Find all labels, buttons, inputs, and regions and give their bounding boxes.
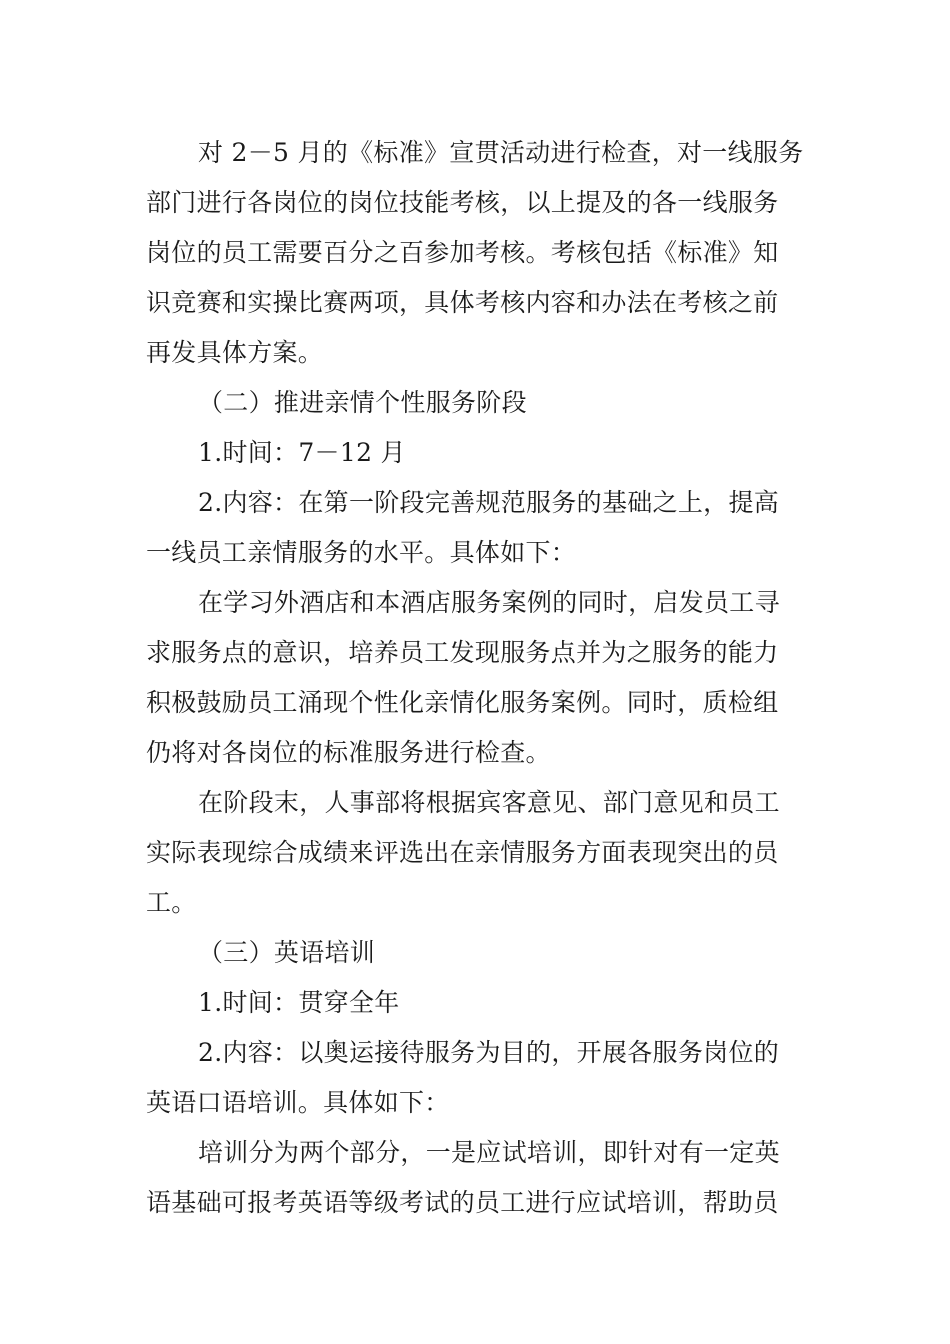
paragraph-training-parts [146, 1128, 806, 1228]
text-line: 英语口语培训。具体如下： [146, 1088, 450, 1117]
heading-text: （二）推进亲情个性服务阶段 [198, 388, 527, 417]
text-line: 岗位的员工需要百分之百参加考核。考核包括《标准》知 [146, 238, 779, 267]
text-line: 再发具体方案。 [146, 338, 324, 367]
section-heading-3 [146, 928, 806, 978]
text-line: 在学习外酒店和本酒店服务案例的同时，启发员工寻 [198, 588, 780, 617]
text-line: 语基础可报考英语等级考试的员工进行应试培训，帮助员 [146, 1188, 779, 1217]
text-line: 一线员工亲情服务的水平。具体如下： [146, 538, 577, 567]
text-line: 在阶段末，人事部将根据宾客意见、部门意见和员工 [198, 788, 780, 817]
text-line: 1.时间：7－12 月 [198, 438, 406, 467]
document-page [146, 128, 806, 1228]
text-line: 部门进行各岗位的岗位技能考核，以上提及的各一线服务 [146, 188, 779, 217]
text-line: 工。 [146, 888, 197, 917]
paragraph-content-3 [146, 1028, 806, 1128]
paragraph-service-cases [146, 578, 806, 778]
section-heading-2 [146, 378, 806, 428]
text-line: 识竞赛和实操比赛两项，具体考核内容和办法在考核之前 [146, 288, 779, 317]
text-line: 求服务点的意识，培养员工发现服务点并为之服务的能力 [146, 638, 779, 667]
paragraph-content-2 [146, 478, 806, 578]
text-line: 2.内容：以奥运接待服务为目的，开展各服务岗位的 [198, 1038, 780, 1067]
text-line: 1.时间：贯穿全年 [198, 988, 400, 1017]
text-line: 仍将对各岗位的标准服务进行检查。 [146, 738, 551, 767]
text-line: 对 2－5 月的《标准》宣贯活动进行检查，对一线服务 [198, 138, 804, 167]
text-line: 实际表现综合成绩来评选出在亲情服务方面表现突出的员 [146, 838, 779, 867]
paragraph-time-2 [146, 428, 806, 478]
paragraph-time-3 [146, 978, 806, 1028]
paragraph-stage-end [146, 778, 806, 928]
text-line: 2.内容：在第一阶段完善规范服务的基础之上，提高 [198, 488, 780, 517]
paragraph-inspection [146, 128, 806, 378]
heading-text: （三）英语培训 [198, 938, 376, 967]
text-line: 积极鼓励员工涌现个性化亲情化服务案例。同时，质检组 [146, 688, 779, 717]
text-line: 培训分为两个部分，一是应试培训，即针对有一定英 [198, 1138, 780, 1167]
